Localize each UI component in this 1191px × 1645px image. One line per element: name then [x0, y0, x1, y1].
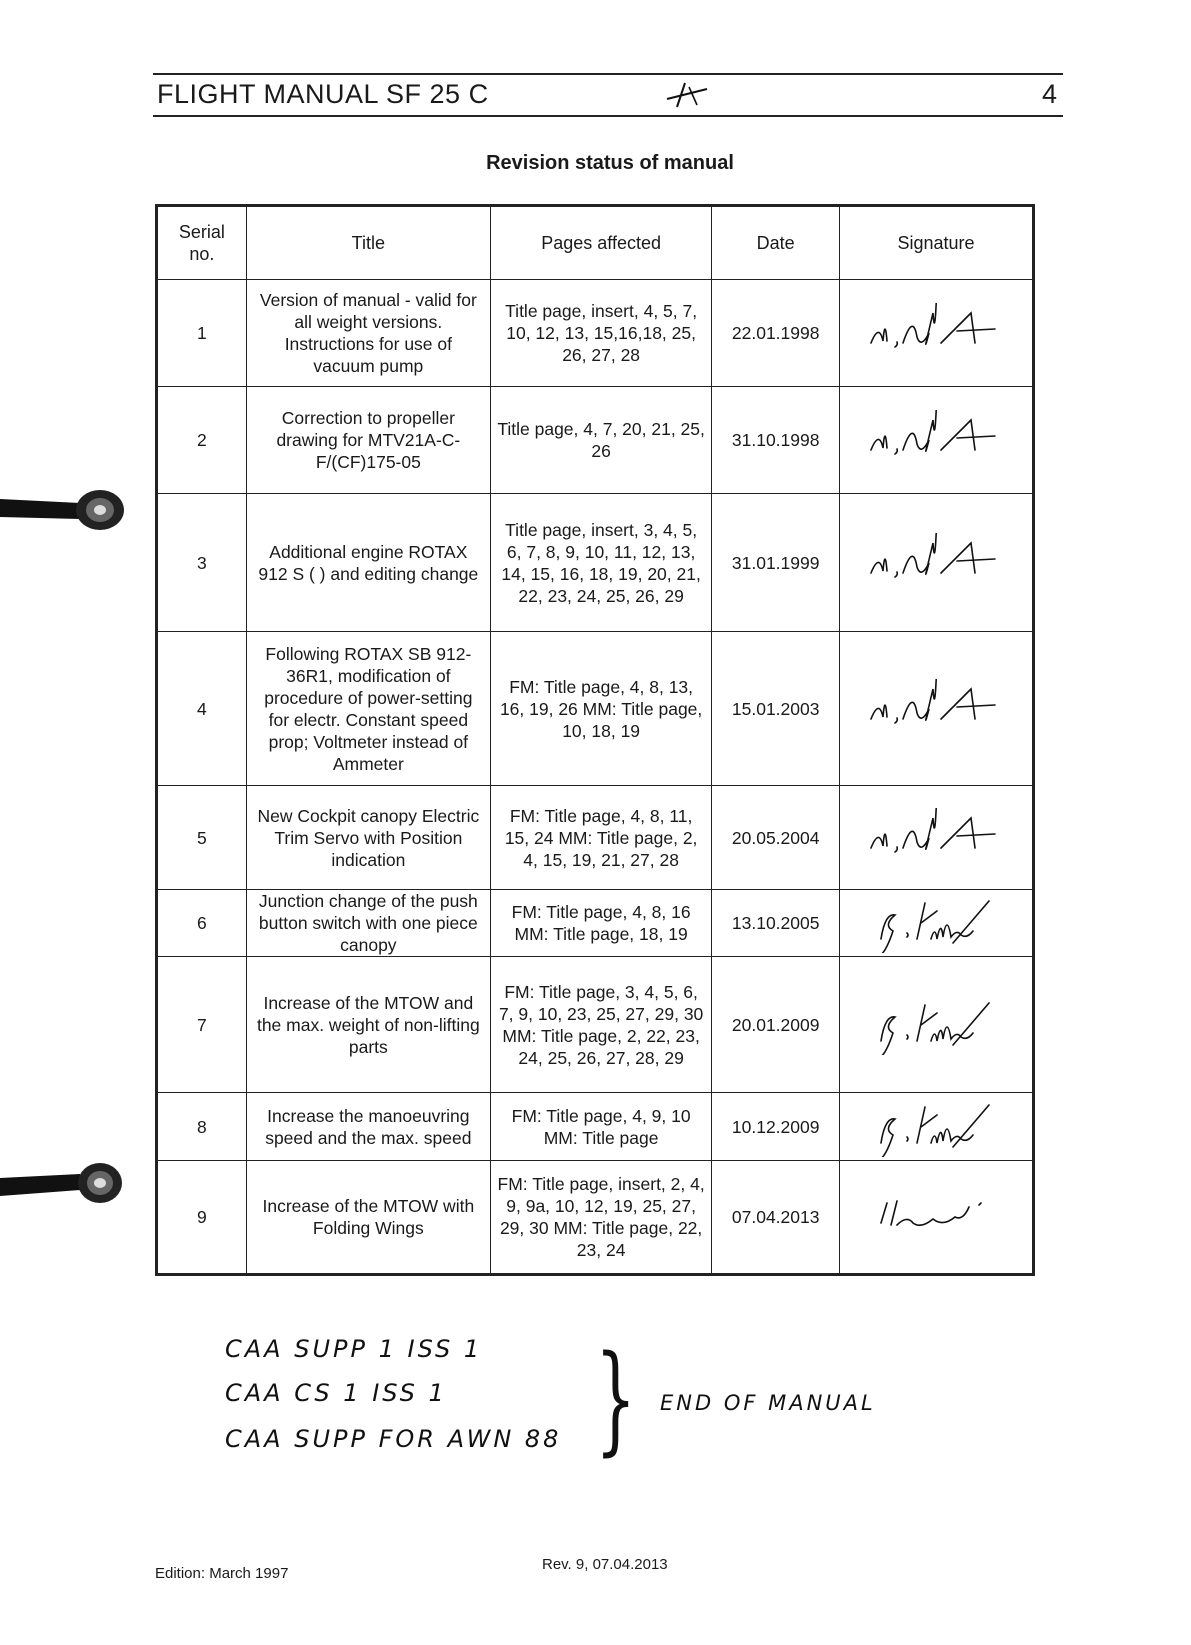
- handwritten-signature: [861, 1097, 1011, 1157]
- signature-cell: [840, 280, 1034, 387]
- signature-cell: [840, 1093, 1034, 1161]
- binder-ring-icon: [0, 485, 130, 535]
- column-header-date: Date: [712, 206, 840, 280]
- date-cell: 31.10.1998: [712, 387, 840, 494]
- signature-cell: [840, 890, 1034, 957]
- table-row: [157, 387, 1034, 494]
- title-cell: Following ROTAX SB 912-36R1, modification of procedure of power-setting for electr. Constant speed prop; Voltmeter instead of Ammeter: [246, 632, 490, 786]
- title-cell: New Cockpit canopy Electric Trim Servo with Position indication: [246, 786, 490, 890]
- title-cell: Additional engine ROTAX 912 S ( ) and editing change: [246, 494, 490, 632]
- handwritten-signature: [861, 808, 1011, 868]
- date-cell: 20.01.2009: [712, 957, 840, 1093]
- table-row: [157, 890, 1034, 957]
- signature-cell: [840, 1161, 1034, 1275]
- serial-cell: 5: [157, 786, 247, 890]
- signature-cell: [840, 387, 1034, 494]
- handwritten-line: CAA SUPP FOR AWN 88: [225, 1425, 562, 1453]
- handwritten-signature: [861, 893, 1011, 953]
- pages-cell: FM: Title page, 3, 4, 5, 6, 7, 9, 10, 23, 25, 27, 29, 30 MM: Title page, 2, 22, 23, 24, 25, 26, 27, 28, 29: [490, 957, 712, 1093]
- end-of-manual-note: END OF MANUAL: [660, 1391, 876, 1415]
- pages-cell: FM: Title page, 4, 9, 10 MM: Title page: [490, 1093, 712, 1161]
- column-header-signature: Signature: [840, 206, 1034, 280]
- date-cell: 31.01.1999: [712, 494, 840, 632]
- handwritten-signature: [861, 995, 1011, 1055]
- page-header: [153, 73, 1063, 117]
- serial-cell: 2: [157, 387, 247, 494]
- table-row: [157, 494, 1034, 632]
- table-row: [157, 280, 1034, 387]
- pages-cell: Title page, insert, 4, 5, 7, 10, 12, 13, 15,16,18, 25, 26, 27, 28: [490, 280, 712, 387]
- pages-cell: Title page, 4, 7, 20, 21, 25, 26: [490, 387, 712, 494]
- signature-cell: [840, 786, 1034, 890]
- manual-title: FLIGHT MANUAL SF 25 C: [157, 79, 489, 109]
- date-cell: 10.12.2009: [712, 1093, 840, 1161]
- signature-cell: [840, 494, 1034, 632]
- handwritten-signature: [861, 1187, 1011, 1247]
- title-cell: Increase of the MTOW and the max. weight of non-lifting parts: [246, 957, 490, 1093]
- date-cell: 13.10.2005: [712, 890, 840, 957]
- table-row: [157, 632, 1034, 786]
- handwritten-signature: [861, 533, 1011, 593]
- column-header-title: Title: [246, 206, 490, 280]
- title-cell: Junction change of the push button switch with one piece canopy: [246, 890, 490, 957]
- pages-cell: FM: Title page, insert, 2, 4, 9, 9a, 10, 12, 19, 25, 27, 29, 30 MM: Title page, 22, 23, 24: [490, 1161, 712, 1275]
- table-row: [157, 957, 1034, 1093]
- serial-cell: 4: [157, 632, 247, 786]
- pages-cell: Title page, insert, 3, 4, 5, 6, 7, 8, 9, 10, 11, 12, 13, 14, 15, 16, 18, 19, 20, 21, 22, 23, 24, 25, 26, 29: [490, 494, 712, 632]
- pages-cell: FM: Title page, 4, 8, 16 MM: Title page, 18, 19: [490, 890, 712, 957]
- handwritten-note: [225, 1329, 925, 1485]
- date-cell: 22.01.1998: [712, 280, 840, 387]
- edition-label: Edition: March 1997: [155, 1565, 289, 1582]
- handwritten-line: CAA SUPP 1 ISS 1: [225, 1335, 483, 1363]
- revision-status-heading: Revision status of manual: [486, 152, 734, 174]
- title-cell: Increase the manoeuvring speed and the max. speed: [246, 1093, 490, 1161]
- column-header-serial: Serial no.: [157, 206, 247, 280]
- page-number: 4: [1041, 79, 1057, 109]
- serial-cell: 7: [157, 957, 247, 1093]
- date-cell: 07.04.2013: [712, 1161, 840, 1275]
- table-row: [157, 1161, 1034, 1275]
- signature-cell: [840, 632, 1034, 786]
- table-header-row: [157, 206, 1034, 280]
- table-row: [157, 786, 1034, 890]
- handwritten-line: CAA CS 1 ISS 1: [225, 1379, 447, 1407]
- binder-ring-icon: [0, 1158, 130, 1208]
- manufacturer-logo-icon: [663, 77, 713, 111]
- serial-cell: 6: [157, 890, 247, 957]
- signature-cell: [840, 957, 1034, 1093]
- title-cell: Version of manual - valid for all weight versions. Instructions for use of vacuum pump: [246, 280, 490, 387]
- title-cell: Correction to propeller drawing for MTV21A-C-F/(CF)175-05: [246, 387, 490, 494]
- handwritten-signature: [861, 303, 1011, 363]
- serial-cell: 9: [157, 1161, 247, 1275]
- date-cell: 20.05.2004: [712, 786, 840, 890]
- table-row: [157, 1093, 1034, 1161]
- handwritten-signature: [861, 410, 1011, 470]
- title-cell: Increase of the MTOW with Folding Wings: [246, 1161, 490, 1275]
- column-header-pages: Pages affected: [490, 206, 712, 280]
- pages-cell: FM: Title page, 4, 8, 13, 16, 19, 26 MM: Title page, 10, 18, 19: [490, 632, 712, 786]
- serial-cell: 3: [157, 494, 247, 632]
- revision-label: Rev. 9, 07.04.2013: [542, 1556, 668, 1573]
- serial-cell: 1: [157, 280, 247, 387]
- date-cell: 15.01.2003: [712, 632, 840, 786]
- handwritten-signature: [861, 679, 1011, 739]
- serial-cell: 8: [157, 1093, 247, 1161]
- revision-table: [155, 204, 1035, 1276]
- pages-cell: FM: Title page, 4, 8, 11, 15, 24 MM: Title page, 2, 4, 15, 19, 21, 27, 28: [490, 786, 712, 890]
- curly-brace-icon: }: [595, 1329, 637, 1467]
